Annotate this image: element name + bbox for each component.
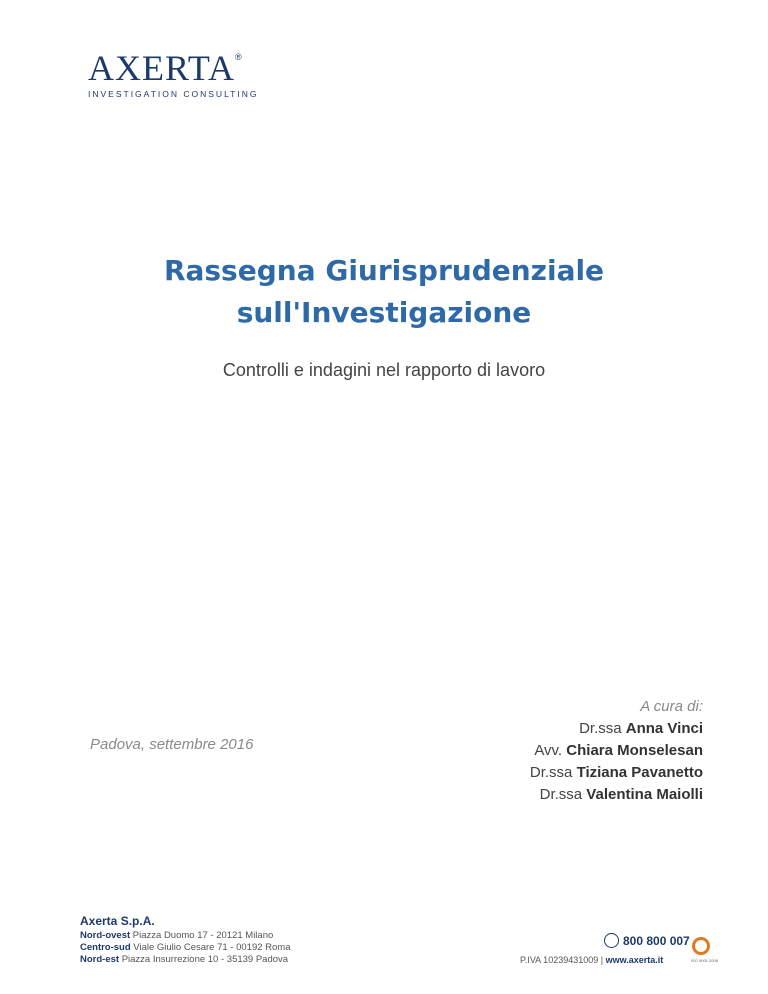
website-link[interactable]: www.axerta.it [605, 955, 664, 965]
authors-block [530, 696, 703, 806]
author-prefix: Dr.ssa [529, 764, 577, 781]
office-address: Piazza Insurrezione 10 - 35139 Padova [119, 954, 289, 965]
author-prefix: Dr.ssa [579, 720, 626, 737]
author-name: Valentina Maiolli [586, 786, 703, 803]
author-row [530, 762, 703, 784]
document-subtitle: Controlli e indagini nel rapporto di lavoro [222, 360, 546, 380]
office-address: Viale Giulio Cesare 71 - 00192 Roma [130, 942, 291, 953]
phone-number: 800 800 007 [623, 934, 690, 948]
footer-company-info [80, 915, 291, 966]
curated-by-label: A cura di: [640, 698, 703, 715]
author-name: Anna Vinci [625, 720, 703, 737]
place-date: Padova, settembre 2016 [90, 736, 254, 753]
title-line-1: Rassegna Giurisprudenziale [163, 254, 605, 287]
office-label: Nord-ovest [80, 930, 131, 941]
office-address: Piazza Duomo 17 - 20121 Milano [130, 930, 274, 941]
office-line [80, 954, 291, 966]
footer-contact [520, 933, 718, 973]
logo-tagline: INVESTIGATION CONSULTING [88, 89, 259, 99]
title-line-2: sull'Investigazione [236, 296, 532, 329]
office-label: Centro-sud [80, 942, 131, 953]
certification-label: ISO 9001:2008 [691, 958, 718, 963]
phone-icon [604, 933, 619, 948]
axerta-logo [88, 50, 268, 100]
author-name: Tiziana Pavanetto [576, 764, 703, 781]
office-label: Nord-est [80, 954, 120, 965]
author-prefix: Avv. [534, 742, 567, 759]
certification-icon [692, 937, 710, 955]
author-row [530, 784, 703, 806]
vat-and-site [520, 955, 663, 965]
author-name: Chiara Monselesan [566, 742, 703, 759]
author-prefix: Dr.ssa [539, 786, 587, 803]
author-row [530, 740, 703, 762]
registered-mark: ® [234, 52, 242, 62]
author-row [530, 718, 703, 740]
logo-wordmark: AXERTA [88, 48, 235, 88]
company-name: Axerta S.p.A. [80, 914, 155, 928]
document-title [0, 250, 768, 334]
office-line [80, 930, 291, 942]
vat-number: P.IVA 10239431009 | [520, 955, 606, 965]
office-line [80, 942, 291, 954]
